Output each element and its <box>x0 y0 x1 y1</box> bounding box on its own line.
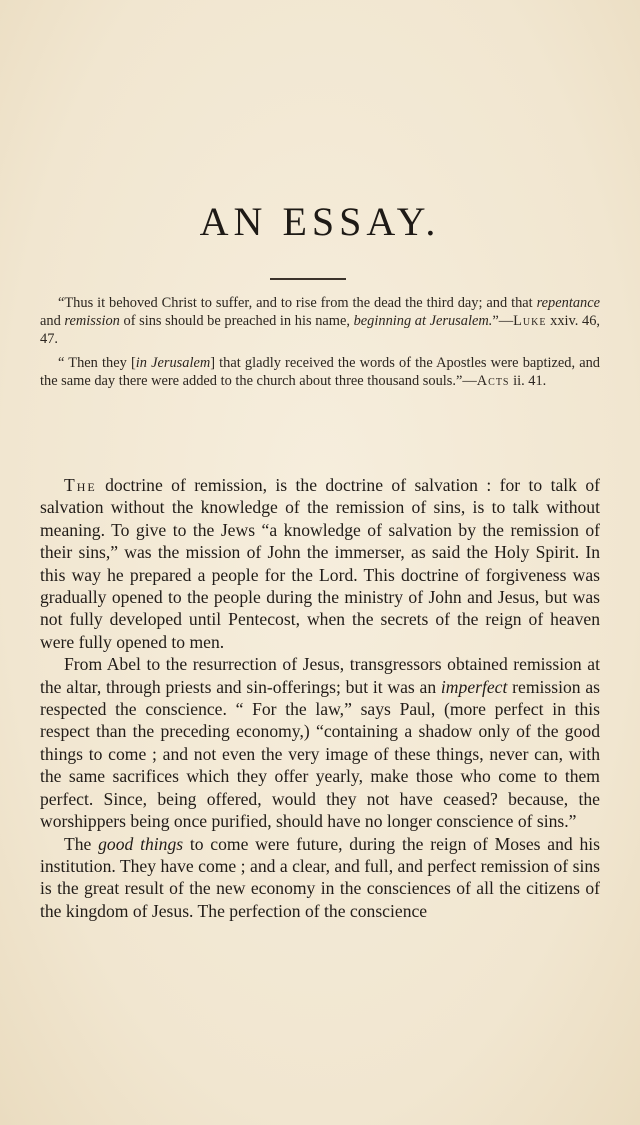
citation-luke: Luke <box>513 313 547 329</box>
title-divider <box>270 278 346 280</box>
paragraph-3: The good things to come were future, during the reign of Moses and his institution. They have come ; and a clear, and full, and perfect remission of sins is the great result of the new economy in the consciences of all the citizens of the kingdom of Jesus. The perfection of the conscience <box>40 833 600 921</box>
epigraph <box>40 294 600 396</box>
paragraph-2: From Abel to the resurrection of Jesus, transgressors obtained remission at the altar, through priests and sin-offerings; but it was an imperfect remission as respected the conscience. “ For the law,” says Paul, (more perfect in this respect than the preceding economy,) “containing a shadow only of the good things to come ; and not even the very image of these things, never can, with the same sacrifices which they offer yearly, make those who come to them perfect. Since, being offered, would they not have ceased? because, the worshippers being once purified, should have no longer conscience of sins.” <box>40 654 600 832</box>
paragraph-1: The doctrine of remission, is the doctrine of salvation : for to talk of salvation without the knowledge of the remission of sins, is to talk without meaning. To give to the Jews “a knowledge of salvation by the remission of their sins,” was the mission of John the immerser, as said the Holy Spirit. In this way he prepared a people for the Lord. This doctrine of forgiveness was gradually opened to the people during the ministry of John and Jesus, but was not fully developed until Pentecost, when the secrets of the reign of heaven were fully opened to men. <box>40 475 600 652</box>
page-title: AN ESSAY. <box>199 199 441 244</box>
citation-acts: Acts <box>476 373 510 389</box>
paragraph-lead-word: The <box>64 475 97 495</box>
essay-body <box>40 474 600 922</box>
epigraph-quote-acts: “ Then they [in Jerusalem] that gladly received the words of the Apostles were baptized, and the same day there were added to the church about three thousand souls.”—Acts ii. 41. <box>40 355 600 389</box>
epigraph-quote-luke: “Thus it behoved Christ to suffer, and to rise from the dead the third day; and that repentance and remission of sins should be preached in his name, beginning at Jerusalem.”—Luke xxiv. 46, 47. <box>40 295 600 347</box>
